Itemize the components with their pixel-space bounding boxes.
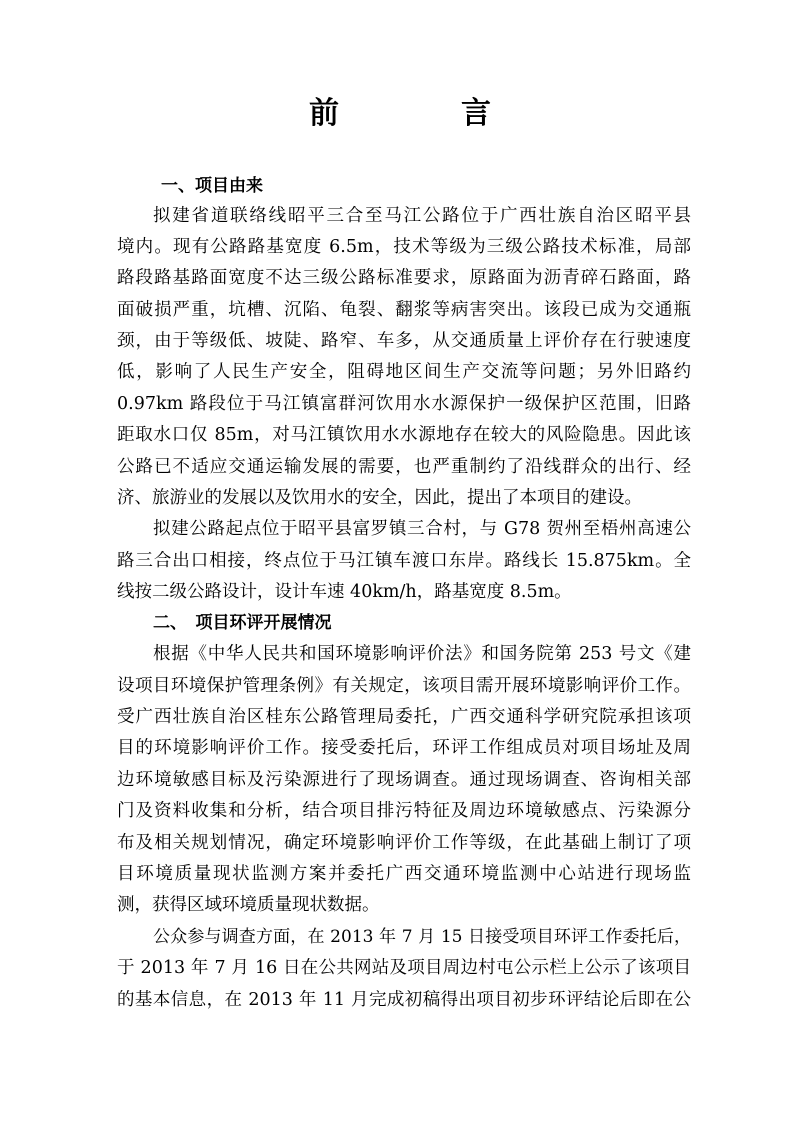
paragraph-line: 济、旅游业的发展以及饮用水的安全，因此，提出了本项目的建设。 [117, 488, 642, 508]
paragraph-line: 于 2013 年 7 月 16 日在公共网站及项目周边村屯公示栏上公示了该项目 [117, 958, 691, 978]
paragraph-line: 路段路基路面宽度不达三级公路标准要求，原路面为沥青碎石路面，路 [117, 268, 691, 288]
paragraph-line: 设项目环境保护管理条例》有关规定，该项目需开展环境影响评价工作。 [117, 676, 691, 696]
paragraph-line: 根据《中华人民共和国环境影响评价法》和国务院第 253 号文《建 [153, 644, 691, 664]
paragraph-line: 的基本信息，在 2013 年 11 月完成初稿得出项目初步环评结论后即在公 [117, 990, 691, 1010]
page-title: 前 言 [309, 96, 537, 131]
paragraph-line: 路三合出口相接，终点位于马江镇车渡口东岸。路线长 15.875km。全 [117, 551, 691, 571]
paragraph-line: 拟建公路起点位于昭平县富罗镇三合村，与 G78 贺州至梧州高速公 [153, 519, 691, 539]
paragraph-line: 0.97km 路段位于马江镇富群河饮用水水源保护一级保护区范围，旧路 [117, 394, 691, 414]
paragraph-line: 距取水口仅 85m，对马江镇饮用水水源地存在较大的风险隐患。因此该 [117, 425, 691, 445]
paragraph-line: 测，获得区域环境质量现状数据。 [117, 895, 380, 915]
paragraph-line: 面破损严重，坑槽、沉陷、龟裂、翻浆等病害突出。该段已成为交通瓶 [117, 300, 691, 320]
section-heading-1: 一、项目由来 [161, 176, 263, 196]
paragraph-line: 目环境质量现状监测方案并委托广西交通环境监测中心站进行现场监 [117, 864, 691, 884]
paragraph-line: 拟建省道联络线昭平三合至马江公路位于广西壮族自治区昭平县 [153, 206, 691, 226]
section-heading-2: 二、 项目环评开展情况 [153, 613, 332, 633]
paragraph-line: 边环境敏感目标及污染源进行了现场调查。通过现场调查、咨询相关部 [117, 770, 691, 790]
paragraph-line: 受广西壮族自治区桂东公路管理局委托，广西交通科学研究院承担该项 [117, 707, 691, 727]
paragraph-line: 公路已不适应交通运输发展的需要，也严重制约了沿线群众的出行、经 [117, 457, 691, 477]
paragraph-line: 公众参与调查方面，在 2013 年 7 月 15 日接受项目环评工作委托后， [153, 927, 691, 947]
paragraph-line: 门及资料收集和分析，结合项目排污特征及周边环境敏感点、污染源分 [117, 801, 691, 821]
paragraph-line: 线按二级公路设计，设计车速 40km/h，路基宽度 8.5m。 [117, 582, 572, 602]
paragraph-line: 目的环境影响评价工作。接受委托后，环评工作组成员对项目场址及周 [117, 738, 691, 758]
paragraph-line: 颈，由于等级低、坡陡、路窄、车多，从交通质量上评价存在行驶速度 [117, 331, 691, 351]
paragraph-line: 境内。现有公路路基宽度 6.5m，技术等级为三级公路技术标准，局部 [117, 237, 691, 257]
paragraph-line: 布及相关规划情况，确定环境影响评价工作等级，在此基础上制订了项 [117, 833, 691, 853]
paragraph-line: 低，影响了人民生产安全，阻碍地区间生产交流等问题；另外旧路约 [117, 362, 691, 382]
